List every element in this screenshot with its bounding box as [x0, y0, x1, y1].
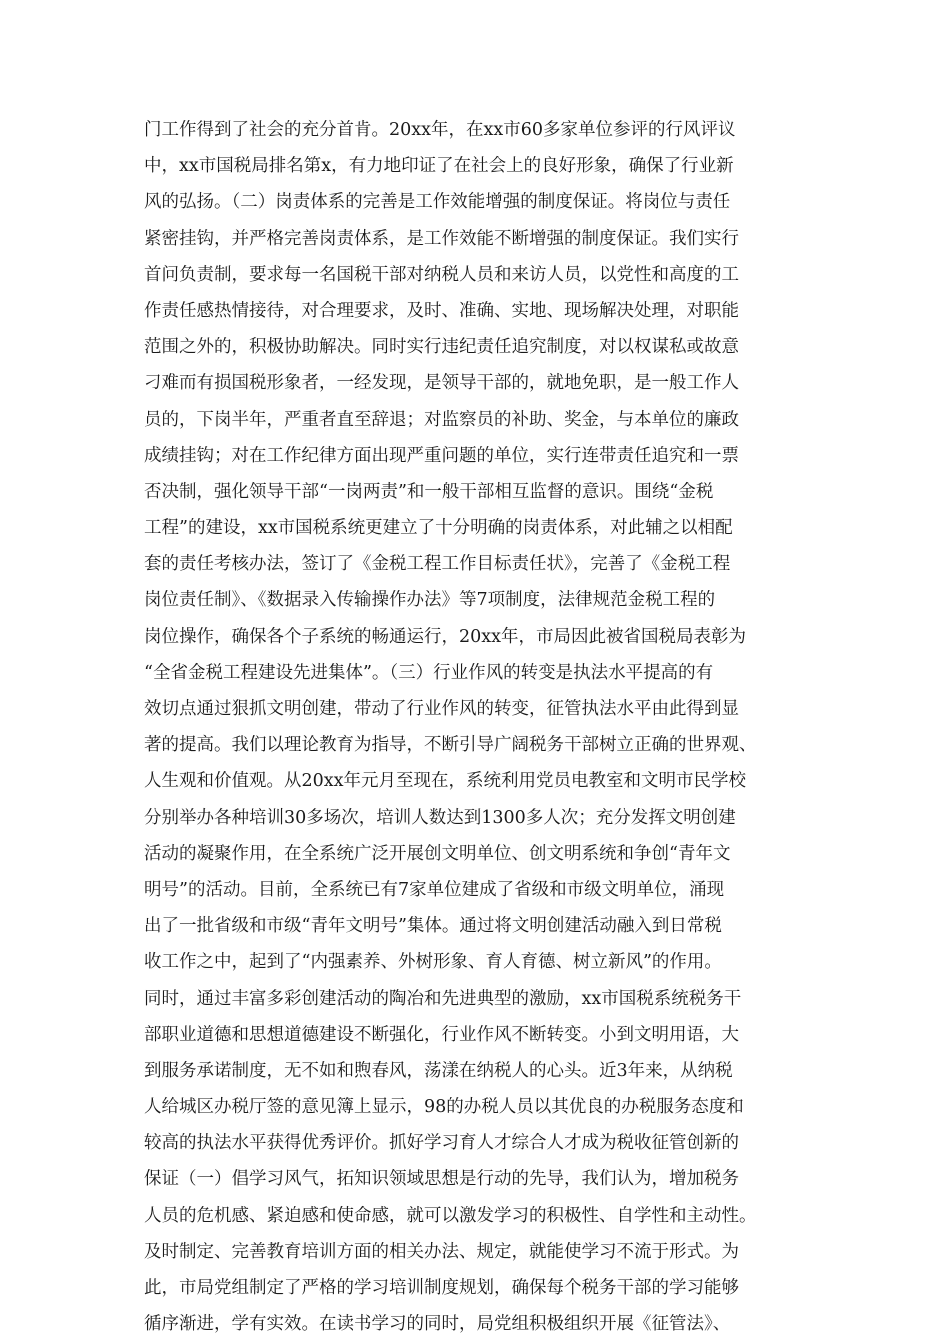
text-line: 紧密挂钩，并严格完善岗责体系，是工作效能不断增强的制度保证。我们实行	[144, 228, 739, 249]
text-line: 此，市局党组制定了严格的学习培训制度规划，确保每个税务干部的学习能够	[144, 1278, 739, 1298]
text-line: 到服务承诺制度，无不如和煦春风，荡漾在纳税人的心头。近3年来，从纳税	[144, 1060, 733, 1081]
text-line: 岗位责任制》、《数据录入传输操作办法》等7项制度，法律规范金税工程的	[144, 590, 716, 611]
text-line: 中，xx市国税局排名第x，有力地印证了在社会上的良好形象，确保了行业新	[144, 156, 734, 177]
text-line: 人生观和价值观。从20xx年元月至现在，系统利用党员电教室和文明市民学校	[144, 771, 747, 792]
text-line: 保证（一）倡学习风气，拓知识领域思想是行动的先导，我们认为，增加税务	[144, 1169, 739, 1190]
text-line: 作责任感热情接待，对合理要求，及时、准确、实地、现场解决处理，对职能	[144, 300, 739, 321]
text-line: 分别举办各种培训30多场次，培训人数达到1300多人次；充分发挥文明创建	[144, 807, 736, 828]
text-line: 著的提高。我们以理论教育为指导，不断引导广阔税务干部树立正确的世界观、	[144, 735, 757, 756]
text-line: 部职业道德和思想道德建设不断强化，行业作风不断转变。小到文明用语，大	[144, 1024, 739, 1045]
text-line: 人给城区办税厅签的意见簿上显示，98的办税人员以其优良的办税服务态度和	[144, 1097, 744, 1118]
text-line: 风的弘扬。（二）岗责体系的完善是工作效能增强的制度保证。将岗位与责任	[144, 192, 731, 213]
text-line: 同时，通过丰富多彩创建活动的陶冶和先进典型的激励，xx市国税系统税务干	[144, 988, 742, 1009]
text-line: 及时制定、完善教育培训方面的相关办法、规定，就能使学习不流于形式。为	[144, 1241, 739, 1262]
text-line: 出了一批省级和市级“青年文明号”集体。通过将文明创建活动融入到日常税	[144, 916, 722, 937]
text-line: 明号”的活动。目前，全系统已有7家单位建成了省级和市级文明单位，涌现	[144, 879, 725, 900]
text-line: 较高的执法水平获得优秀评价。抓好学习育人才综合人才成为税收征管创新的	[144, 1133, 739, 1154]
text-line: 成绩挂钩；对在工作纪律方面出现严重问题的单位，实行连带责任追究和一票	[144, 445, 739, 466]
text-line: 门工作得到了社会的充分首肯。20xx年，在xx市60多家单位参评的行风评议	[144, 120, 736, 140]
text-line: 范围之外的，积极协助解决。同时实行违纪责任追究制度，对以权谋私或故意	[144, 337, 739, 358]
text-line: 工程”的建设，xx市国税系统更建立了十分明确的岗责体系，对此辅之以相配	[144, 518, 733, 539]
text-line: 岗位操作，确保各个子系统的畅通运行，20xx年，市局因此被省国税局表彰为	[144, 626, 747, 647]
text-line: 员的，下岗半年，严重者直至辞退；对监察员的补助、奖金，与本单位的廉政	[144, 409, 739, 430]
text-line: 否决制，强化领导干部“一岗两责”和一般干部相互监督的意识。围绕“金税	[144, 481, 714, 502]
text-line: 套的责任考核办法，签订了《金税工程工作目标责任状》，完善了《金税工程	[144, 554, 731, 575]
text-line: 首问负责制，要求每一名国税干部对纳税人员和来访人员，以党性和高度的工	[144, 264, 739, 285]
text-line: 人员的危机感、紧迫感和使命感，就可以激发学习的积极性、自学性和主动性。	[144, 1205, 757, 1226]
body-text	[144, 112, 812, 1342]
text-line: 效切点通过狠抓文明创建，带动了行业作风的转变，征管执法水平由此得到显	[144, 699, 739, 719]
text-line: “全省金税工程建设先进集体”。（三）行业作风的转变是执法水平提高的有	[144, 662, 714, 683]
text-line: 收工作之中，起到了“内强素养、外树形象、育人育德、树立新风”的作用。	[144, 952, 722, 973]
text-line: 刁难而有损国税形象者，一经发现，是领导干部的，就地免职，是一般工作人	[144, 373, 739, 394]
text-line: 循序渐进，学有实效。在读书学习的同时，局党组积极组织开展《征管法》、	[144, 1314, 731, 1335]
text-line: 活动的凝聚作用，在全系统广泛开展创文明单位、创文明系统和争创“青年文	[144, 843, 731, 864]
